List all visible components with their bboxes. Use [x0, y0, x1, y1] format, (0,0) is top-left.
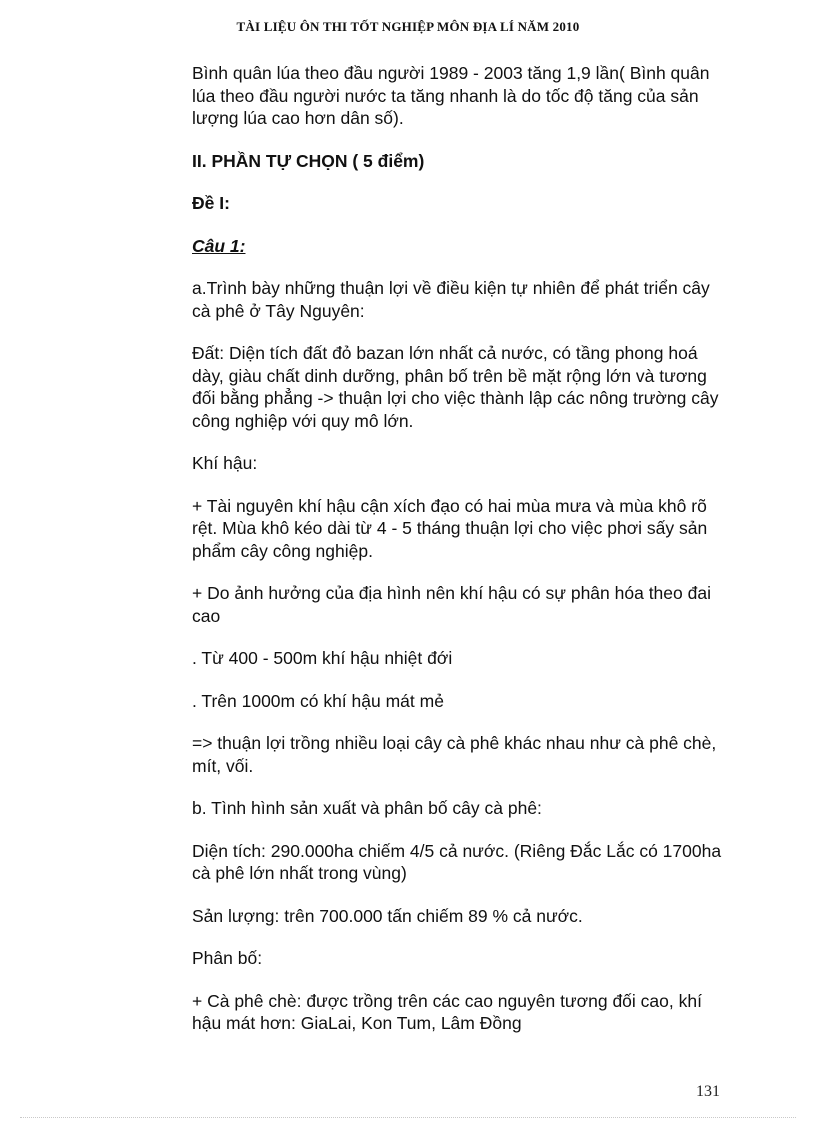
- paragraph-climate-altitude: + Do ảnh hưởng của địa hình nên khí hậu có sự phân hóa theo đai cao: [192, 583, 711, 626]
- page-number: 131: [696, 1083, 720, 1100]
- paragraph-altitude-cool: . Trên 1000m có khí hậu mát mẻ: [192, 690, 444, 711]
- question-heading: Câu 1:: [192, 235, 246, 256]
- paragraph-soil: Đất: Diện tích đất đỏ bazan lớn nhất cả nước, có tầng phong hoá dày, giàu chất dinh dưỡng, phân bố trên bề mặt rộng lớn và tương đối bằng phẳng -> thuận lợi cho việc thành lập các nông trường cây công nghiệp với quy mô lớn.: [192, 343, 719, 431]
- section-heading: II. PHẦN TỰ CHỌN ( 5 điểm): [192, 150, 425, 171]
- exam-heading: Đề I:: [192, 193, 230, 213]
- page-bottom-divider: [20, 1117, 796, 1118]
- paragraph-climate-label: Khí hậu:: [192, 453, 258, 473]
- page-header: TÀI LIỆU ÔN THI TỐT NGHIỆP MÔN ĐỊA LÍ NĂM 2010: [236, 19, 580, 34]
- paragraph-area: Diện tích: 290.000ha chiếm 4/5 cả nước. (Riêng Đắc Lắc có 1700ha cà phê lớn nhất trong vùng): [192, 840, 722, 883]
- paragraph-arabica: + Cà phê chè: được trồng trên các cao nguyên tương đối cao, khí hậu mát hơn: GiaLai, Kon Tum, Lâm Đồng: [192, 990, 702, 1033]
- paragraph-question-a: a.Trình bày những thuận lợi về điều kiện tự nhiên để phát triển cây cà phê ở Tây Nguyên:: [192, 278, 710, 321]
- paragraph-question-b: b. Tình hình sản xuất và phân bố cây cà phê:: [192, 798, 542, 818]
- paragraph-output: Sản lượng: trên 700.000 tấn chiếm 89 % cả nước.: [192, 905, 583, 926]
- page-content: [192, 62, 732, 1055]
- paragraph-distribution-label: Phân bố:: [192, 948, 263, 968]
- paragraph-conclusion: => thuận lợi trồng nhiều loại cây cà phê khác nhau như cà phê chè, mít, vối.: [192, 733, 717, 776]
- paragraph-rice-per-capita: Bình quân lúa theo đầu người 1989 - 2003 tăng 1,9 lần( Bình quân lúa theo đầu người nước ta tăng nhanh là do tốc độ tăng của sản lượng lúa cao hơn dân số).: [192, 63, 710, 128]
- paragraph-climate-resource: + Tài nguyên khí hậu cận xích đạo có hai mùa mưa và mùa khô rõ rệt. Mùa khô kéo dài từ 4 - 5 tháng thuận lợi cho việc phơi sấy sản phẩm cây công nghiệp.: [192, 495, 708, 561]
- paragraph-altitude-tropical: . Từ 400 - 500m khí hậu nhiệt đới: [192, 648, 453, 668]
